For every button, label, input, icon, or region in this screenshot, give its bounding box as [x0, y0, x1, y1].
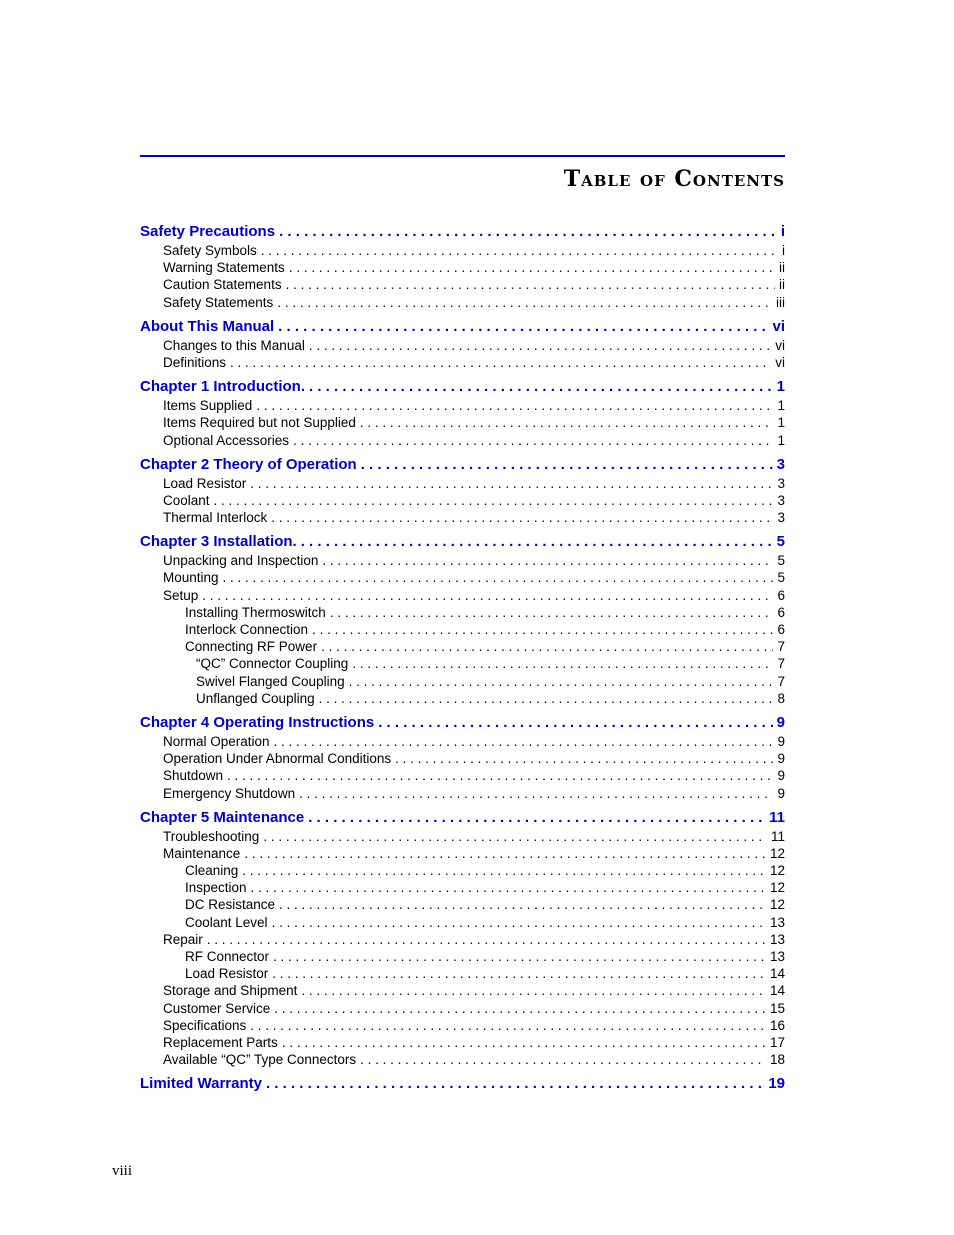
toc-entry-page: 13	[769, 914, 785, 930]
toc-section-entry[interactable]	[140, 767, 785, 784]
toc-section-entry[interactable]	[140, 733, 785, 750]
toc-entry-page: 6	[777, 622, 785, 637]
toc-entry-page: 11	[770, 828, 785, 844]
toc-dot-leader	[289, 259, 775, 276]
toc-dot-leader	[263, 828, 767, 845]
toc-dot-leader	[360, 414, 774, 431]
toc-entry-label: Chapter 3 Installation.	[140, 533, 297, 551]
toc-entry-label: Installing Thermoswitch	[185, 604, 326, 620]
toc-entry-label: Safety Symbols	[163, 243, 257, 258]
toc-dot-leader	[360, 1051, 766, 1068]
toc-section-entry[interactable]	[140, 638, 785, 655]
toc-entry-page: 3	[777, 475, 785, 491]
toc-entry-label: Emergency Shutdown	[163, 785, 296, 801]
toc-entry-label: RF Connector	[185, 949, 270, 964]
toc-dot-leader	[301, 532, 773, 552]
toc-dot-leader	[272, 965, 766, 982]
toc-dot-leader	[250, 475, 773, 492]
toc-entry-page: 12	[769, 897, 785, 913]
toc-entry-label: Inspection	[185, 880, 247, 896]
toc-section-entry[interactable]	[140, 982, 785, 999]
toc-dot-leader	[279, 222, 777, 242]
page-number: viii	[112, 1163, 133, 1179]
toc-section-entry[interactable]	[140, 414, 785, 431]
toc-section-entry[interactable]	[140, 1000, 785, 1017]
toc-section-entry[interactable]	[140, 604, 785, 621]
toc-entry-label: Unpacking and Inspection	[163, 553, 319, 569]
toc-dot-leader	[352, 655, 773, 672]
toc-section-entry[interactable]	[140, 621, 785, 638]
toc-entry-label: Thermal Interlock	[163, 510, 268, 526]
toc-dot-leader	[273, 948, 766, 965]
toc-entry-label: Changes to this Manual	[163, 337, 305, 353]
toc-section-entry[interactable]	[140, 1017, 785, 1034]
toc-entry-page: 1	[777, 398, 785, 414]
toc-entry-page: 12	[769, 880, 785, 896]
toc-entry-page: vi	[775, 354, 785, 370]
toc-entry-label: Connecting RF Power	[185, 639, 318, 655]
toc-section-entry[interactable]	[140, 569, 785, 586]
toc-section-entry[interactable]	[140, 750, 785, 767]
toc-entry-label: Interlock Connection	[185, 622, 309, 637]
toc-section-entry[interactable]	[140, 948, 785, 965]
toc-entry-page: 12	[769, 845, 785, 861]
toc-dot-leader	[378, 713, 772, 733]
toc-entry-page: 5	[777, 570, 785, 586]
toc-dot-leader	[361, 455, 773, 475]
toc-section-entry[interactable]	[140, 965, 785, 982]
toc-entry-page: 1	[777, 415, 785, 431]
toc-entry-label: Optional Accessories	[163, 432, 290, 448]
toc-entry-label: Swivel Flanged Coupling	[196, 673, 345, 689]
toc-entry-page: 14	[769, 966, 785, 982]
toc-entry-label: DC Resistance	[185, 897, 276, 913]
toc-section-entry[interactable]	[140, 1034, 785, 1051]
toc-section-entry[interactable]	[140, 354, 785, 371]
toc-dot-leader	[299, 785, 773, 802]
toc-entry-page: 16	[769, 1017, 785, 1033]
toc-section-entry[interactable]	[140, 862, 785, 879]
toc-entry-label: Troubleshooting	[163, 828, 260, 844]
toc-dot-leader	[277, 294, 772, 311]
toc-entry-label: Maintenance	[163, 845, 241, 861]
toc-entry-page: 15	[769, 1000, 785, 1016]
toc-dot-leader	[244, 845, 766, 862]
toc-dot-leader	[286, 276, 775, 293]
header-rule	[140, 155, 785, 157]
toc-dot-leader	[202, 587, 773, 604]
toc-dot-leader	[274, 1000, 766, 1017]
toc-entry-page: ii	[779, 277, 785, 293]
toc-dot-leader	[301, 982, 766, 999]
toc-dot-leader	[321, 638, 773, 655]
toc-entry-page: 3	[777, 510, 785, 526]
toc-chapter-entry[interactable]	[140, 808, 785, 828]
toc-chapter-entry[interactable]	[140, 377, 785, 397]
toc-section-entry[interactable]	[140, 432, 785, 449]
toc-section-entry[interactable]	[140, 845, 785, 862]
toc-entry-page: 6	[777, 587, 785, 603]
toc-section-entry[interactable]	[140, 259, 785, 276]
toc-dot-leader	[207, 931, 766, 948]
toc-dot-leader	[251, 879, 766, 896]
toc-entry-page: 3	[777, 492, 785, 508]
toc-dot-leader	[309, 337, 771, 354]
toc-entry-page: vi	[775, 337, 785, 353]
toc-entry-label: Specifications	[163, 1017, 247, 1033]
toc-chapter-entry[interactable]	[140, 713, 785, 733]
toc-entry-page: 13	[769, 949, 785, 964]
toc-entry-page: 19	[768, 1075, 785, 1093]
toc-entry-page: 9	[776, 713, 785, 731]
toc-section-entry[interactable]	[140, 896, 785, 913]
toc-section-entry[interactable]	[140, 914, 785, 931]
toc-entry-label: Mounting	[163, 570, 219, 586]
toc-entry-label: Items Supplied	[163, 398, 253, 414]
toc-entry-label: Safety Precautions	[140, 223, 276, 240]
toc-entry-label: Limited Warranty	[140, 1075, 262, 1093]
toc-section-entry[interactable]	[140, 828, 785, 845]
toc-section-entry[interactable]	[140, 879, 785, 896]
toc-entry-page: 7	[777, 656, 785, 672]
toc-entry-page: 11	[769, 808, 785, 826]
toc-entry-page: 18	[769, 1052, 785, 1068]
toc-entry-label: Caution Statements	[163, 277, 282, 293]
toc-entry-label: Cleaning	[185, 863, 239, 879]
toc-dot-leader	[308, 808, 765, 828]
toc-section-entry[interactable]	[140, 242, 785, 259]
toc-entry-page: i	[780, 223, 785, 240]
toc-entry-page: ii	[779, 260, 785, 276]
toc-entry-label: Chapter 5 Maintenance	[140, 808, 305, 826]
toc-section-entry[interactable]	[140, 587, 785, 604]
toc-entry-page: 1	[777, 432, 785, 448]
toc-entry-label: Chapter 2 Theory of Operation	[140, 455, 357, 473]
toc-chapter-entry[interactable]	[140, 455, 785, 475]
toc-dot-leader	[278, 317, 768, 337]
table-of-contents	[140, 222, 785, 1094]
toc-dot-leader	[266, 1074, 764, 1094]
page-title: Table of Contents	[563, 166, 785, 192]
toc-entry-page: 5	[776, 533, 785, 551]
toc-entry-page: 3	[776, 455, 785, 473]
toc-entry-label: Storage and Shipment	[163, 983, 298, 999]
toc-entry-label: Coolant Level	[185, 914, 268, 930]
toc-entry-label: About This Manual	[140, 317, 275, 335]
toc-section-entry[interactable]	[140, 397, 785, 414]
toc-entry-page: 9	[777, 768, 785, 784]
toc-entry-label: Definitions	[163, 354, 227, 370]
toc-entry-label: Safety Statements	[163, 294, 274, 310]
toc-section-entry[interactable]	[140, 294, 785, 311]
toc-dot-leader	[293, 432, 773, 449]
toc-entry-page: vi	[772, 317, 785, 335]
toc-dot-leader	[319, 690, 774, 707]
toc-entry-label: Chapter 4 Operating Instructions	[140, 713, 375, 731]
toc-section-entry[interactable]	[140, 1051, 785, 1068]
toc-section-entry[interactable]	[140, 475, 785, 492]
toc-section-entry[interactable]	[140, 785, 785, 802]
toc-entry-label: Unflanged Coupling	[196, 690, 315, 706]
toc-entry-label: Available “QC” Type Connectors	[163, 1052, 357, 1068]
toc-entry-label: Chapter 1 Introduction.	[140, 378, 305, 396]
toc-entry-label: “QC” Connector Coupling	[196, 656, 349, 672]
toc-entry-page: 9	[777, 733, 785, 749]
toc-chapter-entry[interactable]	[140, 1074, 785, 1094]
toc-entry-page: 14	[769, 983, 785, 999]
toc-dot-leader	[322, 552, 773, 569]
toc-dot-leader	[250, 1017, 766, 1034]
toc-chapter-entry[interactable]	[140, 222, 785, 242]
toc-entry-label: Load Resistor	[163, 475, 247, 491]
toc-entry-label: Items Required but not Supplied	[163, 415, 356, 431]
toc-entry-page: 6	[777, 604, 785, 620]
toc-section-entry[interactable]	[140, 276, 785, 293]
toc-dot-leader	[256, 397, 773, 414]
toc-entry-label: Shutdown	[163, 768, 224, 784]
toc-entry-page: 9	[777, 751, 785, 767]
toc-chapter-entry[interactable]	[140, 317, 785, 337]
toc-section-entry[interactable]	[140, 509, 785, 526]
toc-dot-leader	[223, 569, 774, 586]
toc-dot-leader	[279, 896, 766, 913]
toc-entry-label: Warning Statements	[163, 260, 285, 276]
toc-entry-page: 5	[777, 553, 785, 569]
toc-entry-page: 8	[777, 690, 785, 706]
toc-section-entry[interactable]	[140, 337, 785, 354]
toc-dot-leader	[330, 604, 774, 621]
toc-section-entry[interactable]	[140, 931, 785, 948]
toc-entry-page: 1	[776, 378, 785, 396]
toc-entry-label: Repair	[163, 931, 203, 947]
toc-dot-leader	[312, 621, 773, 638]
toc-entry-label: Replacement Parts	[163, 1034, 278, 1050]
toc-entry-label: Coolant	[163, 492, 210, 508]
toc-entry-label: Setup	[163, 587, 199, 603]
toc-entry-page: i	[782, 243, 785, 258]
toc-entry-page: 9	[777, 785, 785, 801]
toc-dot-leader	[309, 377, 773, 397]
toc-section-entry[interactable]	[140, 655, 785, 672]
toc-entry-label: Normal Operation	[163, 733, 270, 749]
toc-dot-leader	[271, 509, 773, 526]
toc-dot-leader	[230, 354, 771, 371]
toc-entry-page: 7	[777, 673, 785, 689]
toc-dot-leader	[227, 767, 773, 784]
toc-dot-leader	[282, 1034, 766, 1051]
toc-dot-leader	[274, 733, 774, 750]
toc-dot-leader	[272, 914, 766, 931]
toc-entry-label: Load Resistor	[185, 966, 269, 982]
toc-entry-page: iii	[776, 294, 785, 310]
toc-section-entry[interactable]	[140, 492, 785, 509]
toc-entry-label: Customer Service	[163, 1000, 271, 1016]
toc-section-entry[interactable]	[140, 552, 785, 569]
toc-entry-page: 12	[769, 863, 785, 879]
toc-dot-leader	[349, 673, 774, 690]
toc-dot-leader	[261, 242, 778, 259]
toc-section-entry[interactable]	[140, 673, 785, 690]
toc-chapter-entry[interactable]	[140, 532, 785, 552]
toc-entry-page: 17	[769, 1034, 785, 1050]
toc-dot-leader	[214, 492, 774, 509]
toc-section-entry[interactable]	[140, 690, 785, 707]
toc-dot-leader	[242, 862, 766, 879]
toc-entry-page: 13	[769, 931, 785, 947]
toc-entry-page: 7	[777, 639, 785, 655]
toc-dot-leader	[395, 750, 773, 767]
toc-entry-label: Operation Under Abnormal Conditions	[163, 751, 392, 767]
